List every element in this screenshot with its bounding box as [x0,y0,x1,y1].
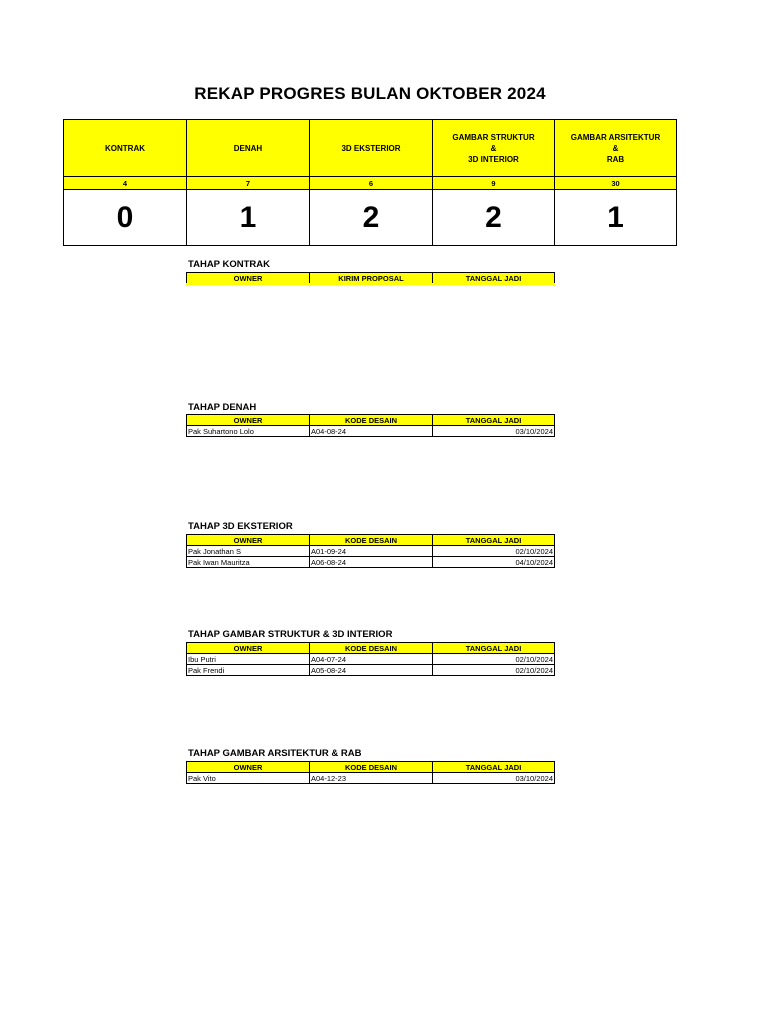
section-title-3d-eksterior: TAHAP 3D EKSTERIOR [188,521,293,532]
kode-desain-cell: A04-12-23 [310,773,433,784]
owner-cell: Pak Vito [187,773,310,784]
summary-count-row [64,190,677,246]
kode-desain-cell: A05-08-24 [310,665,433,676]
summary-table [63,119,677,246]
summary-header-denah: DENAH [187,120,310,177]
column-header: TANGGAL JADI [433,643,555,654]
owner-cell: Ibu Putri [187,654,310,665]
column-header: OWNER [187,643,310,654]
table-header-row [187,535,555,546]
table-header-row [187,762,555,773]
section-title-denah: TAHAP DENAH [188,402,257,413]
section-title-gambar-struktur: TAHAP GAMBAR STRUKTUR & 3D INTERIOR [188,629,393,640]
section-title-kontrak: TAHAP KONTRAK [188,259,270,270]
column-header: TANGGAL JADI [433,535,555,546]
kode-desain-cell: A04-07-24 [310,654,433,665]
table-gambar-struktur [186,642,555,676]
kode-desain-cell: A04-08-24 [310,426,433,437]
target-3d-eksterior: 6 [310,177,433,190]
tanggal-jadi-cell: 02/10/2024 [433,654,555,665]
column-header: KODE DESAIN [310,415,433,426]
target-denah: 7 [187,177,310,190]
table-gambar-arsitektur [186,761,555,784]
table-row [187,557,555,568]
column-header: OWNER [187,762,310,773]
count-gambar-arsitektur: 1 [555,190,677,246]
count-kontrak: 0 [64,190,187,246]
table-row [187,654,555,665]
column-header: KODE DESAIN [310,535,433,546]
column-header: KODE DESAIN [310,643,433,654]
tanggal-jadi-cell: 02/10/2024 [433,665,555,676]
summary-header-3d-eksterior: 3D EKSTERIOR [310,120,433,177]
kode-desain-cell: A06-08-24 [310,557,433,568]
target-kontrak: 4 [64,177,187,190]
table-3d-eksterior [186,534,555,568]
tanggal-jadi-cell: 03/10/2024 [433,426,555,437]
tanggal-jadi-cell: 02/10/2024 [433,546,555,557]
table-row [187,665,555,676]
column-header: OWNER [187,415,310,426]
table-header-row [187,273,555,285]
table-row [187,426,555,437]
table-denah [186,414,555,437]
owner-cell: Pak Frendi [187,665,310,676]
owner-cell: Pak Jonathan S [187,546,310,557]
table-row [187,773,555,784]
table-header-row [187,415,555,426]
count-gambar-struktur: 2 [433,190,555,246]
table-row [187,546,555,557]
column-header: TANGGAL JADI [433,273,555,285]
count-denah: 1 [187,190,310,246]
owner-cell: Pak Suhartono Lolo [187,426,310,437]
column-header: KODE DESAIN [310,762,433,773]
summary-header-row [64,120,677,177]
target-gambar-struktur: 9 [433,177,555,190]
column-header: OWNER [187,535,310,546]
tanggal-jadi-cell: 03/10/2024 [433,773,555,784]
summary-header-gambar-struktur: GAMBAR STRUKTUR & 3D INTERIOR [433,120,555,177]
count-3d-eksterior: 2 [310,190,433,246]
page-title: REKAP PROGRES BULAN OKTOBER 2024 [194,84,546,103]
summary-header-gambar-arsitektur: GAMBAR ARSITEKTUR & RAB [555,120,677,177]
table-header-row [187,643,555,654]
target-gambar-arsitektur: 30 [555,177,677,190]
owner-cell: Pak Iwan Mauritza [187,557,310,568]
column-header: TANGGAL JADI [433,415,555,426]
summary-target-row [64,177,677,190]
summary-header-kontrak: KONTRAK [64,120,187,177]
tanggal-jadi-cell: 04/10/2024 [433,557,555,568]
table-kontrak [186,272,555,285]
kode-desain-cell: A01-09-24 [310,546,433,557]
column-header: OWNER [187,273,310,285]
column-header: KIRIM PROPOSAL [310,273,433,285]
section-title-gambar-arsitektur: TAHAP GAMBAR ARSITEKTUR & RAB [188,748,362,759]
column-header: TANGGAL JADI [433,762,555,773]
